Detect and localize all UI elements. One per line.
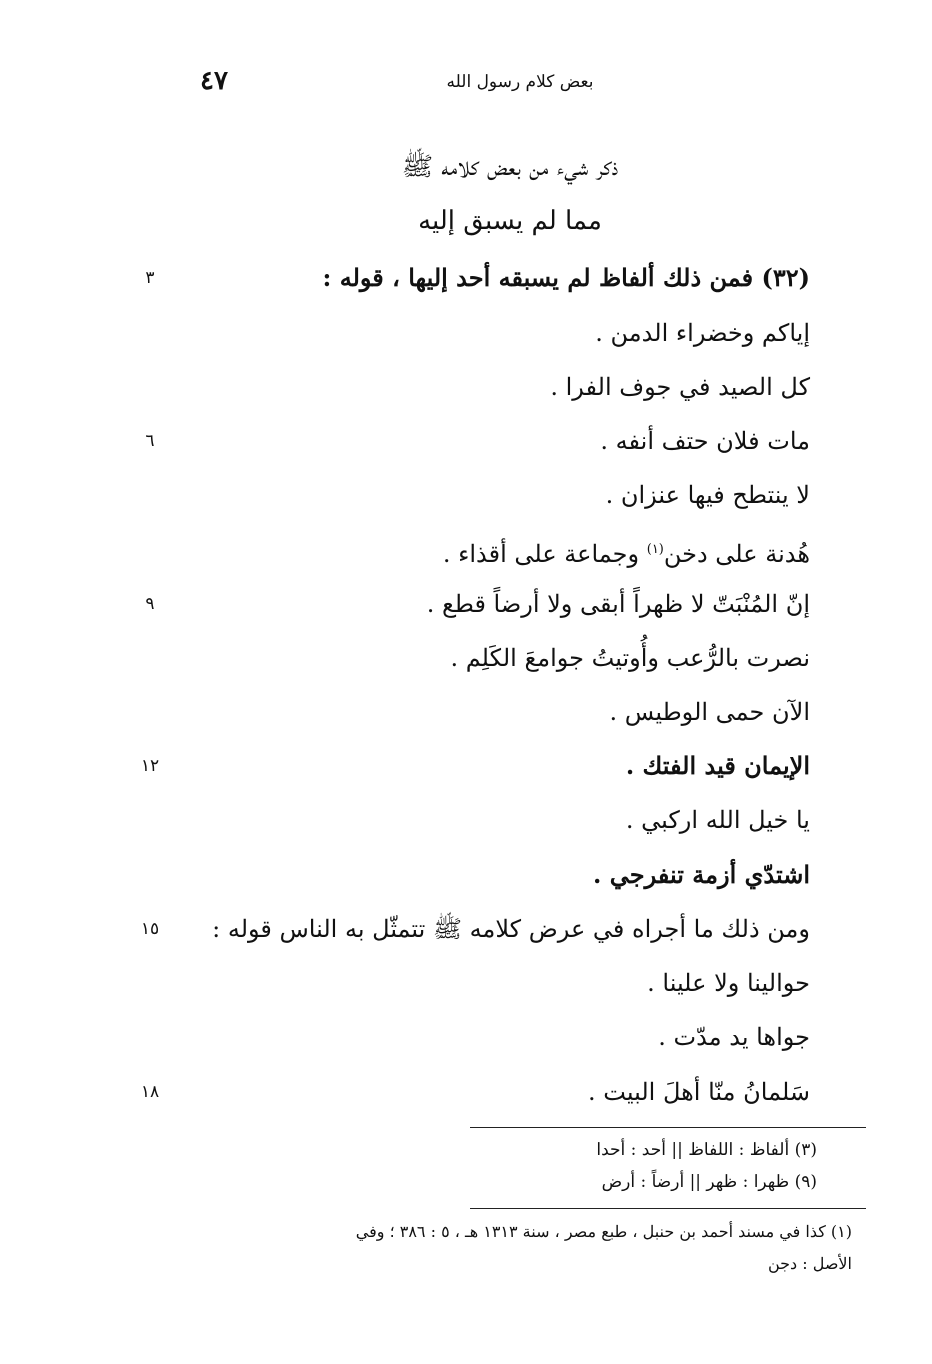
line-number: ١٥: [140, 919, 160, 939]
text-line: الإيمان قيد الفتك .: [625, 751, 810, 780]
text-line: الآن حمى الوطيس .: [609, 698, 810, 726]
footnote-text: (١) كذا في مسند أحمد بن حنبل ، طبع مصر ، سنة ١٣١٣ هـ ، ٥ : ٣٨٦ ؛ وفي: [355, 1222, 852, 1241]
variant-note: (٩) ظهرا : ظهر || أرضاً : أرض: [601, 1172, 817, 1192]
text-line: [170, 530, 810, 570]
line-number: ٣: [145, 268, 155, 288]
footnote-reference: (١): [646, 542, 664, 557]
variant-note: (٣) ألفاظ : اللفاظ || أحد : أحدا: [596, 1140, 817, 1160]
text-line: سَلمانُ منّا أهلَ البيت .: [588, 1078, 810, 1106]
line-number: ١٢: [140, 756, 160, 776]
text-line: إياكم وخضراء الدمن .: [595, 319, 810, 347]
text-line: ومن ذلك ما أجراه في عرض كلامه ﷺ تتمثّل به الناس قوله :: [212, 915, 810, 943]
text-segment: هُدنة على دخن: [663, 540, 810, 568]
line-number: ٦: [145, 431, 155, 451]
running-header: بعض كلام رسول الله: [446, 72, 594, 92]
line-number: ٩: [145, 594, 155, 614]
section-heading: ذكر شيء من بعض كلامه ﷺ: [401, 152, 619, 182]
text-line: اشتدّي أزمة تنفرجي .: [593, 860, 810, 889]
text-segment: وجماعة على أقذاء .: [442, 540, 647, 568]
text-line: كل الصيد في جوف الفرا .: [550, 373, 810, 401]
text-line: إنّ المُنْبَتّ لا ظهراً أبقى ولا أرضاً قطع .: [426, 590, 810, 618]
text-line: نصرت بالرُّعب وأُوتيتُ جوامعَ الكَلِم .: [450, 644, 810, 672]
text-line: جواها يد مدّت .: [658, 1023, 810, 1051]
footnote-text: الأصل : دجن: [767, 1254, 852, 1273]
line-number: ١٨: [140, 1082, 160, 1102]
text-line: (٣٢) فمن ذلك ألفاظ لم يسبقه أحد إليها ، قوله :: [322, 263, 810, 292]
page-number: ٤٧: [200, 66, 228, 96]
variants-divider: [470, 1127, 866, 1128]
text-line: لا ينتطح فيها عنزان .: [605, 481, 810, 509]
text-line: يا خيل الله اركبي .: [625, 806, 810, 834]
text-line: حوالينا ولا علينا .: [647, 969, 810, 997]
footnote-divider: [470, 1208, 866, 1209]
section-subheading: مما لم يسبق إليه: [418, 206, 602, 236]
text-line: مات فلان حتف أنفه .: [600, 427, 810, 455]
